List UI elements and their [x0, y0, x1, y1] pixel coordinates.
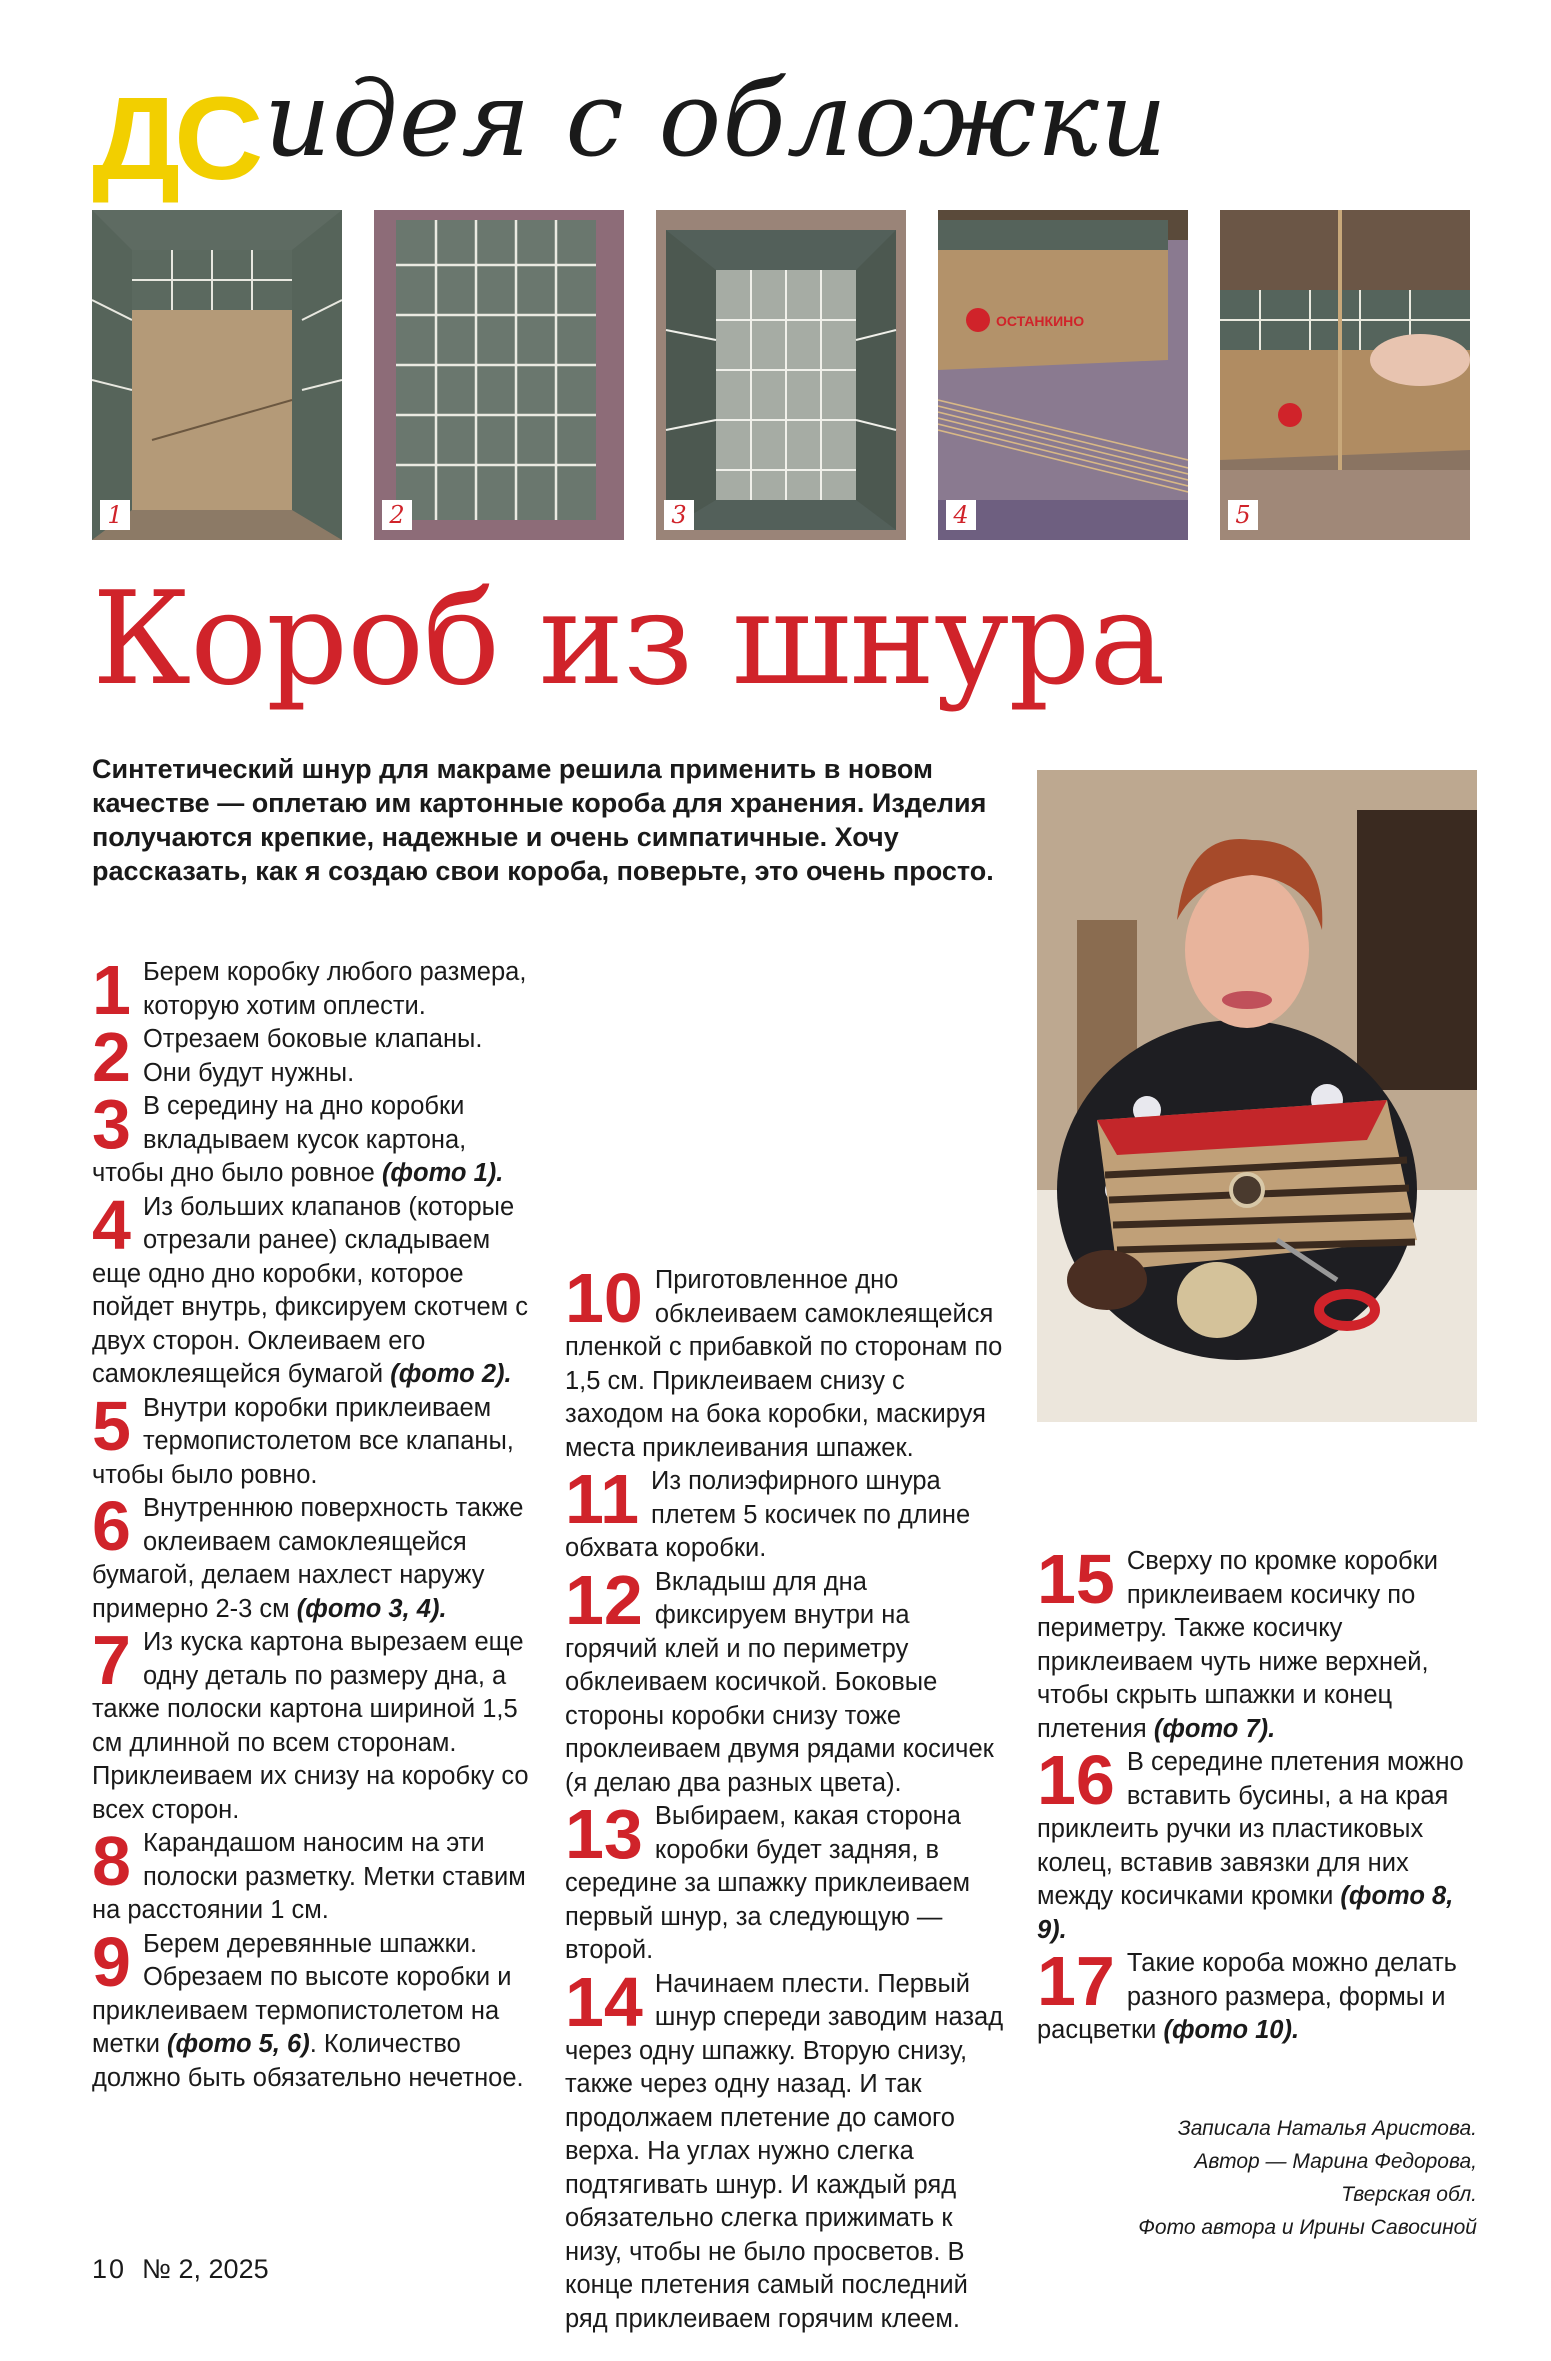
step-number: 3 — [92, 1085, 131, 1163]
page-header — [92, 58, 1492, 205]
step-text: Вкладыш для дна фиксируем внутри на горячий клей и по периметру обклеиваем косичкой. Боковые стороны коробки снизу тоже проклеиваем двумя рядами косичек (я делаю два разных цвета). — [565, 1567, 994, 1797]
step-text: Внутри коробки приклеиваем термопистолетом все клапаны, чтобы было ровно. — [92, 1393, 514, 1489]
step-9 — [92, 1922, 532, 2096]
photo-number: 1 — [100, 500, 130, 530]
credit-line: Фото автора и Ирины Савосиной — [1138, 2216, 1477, 2239]
step-number: 16 — [1037, 1741, 1115, 1819]
step-text: Из куска картона вырезаем еще одну деталь по размеру дна, а также полоски картона шириной 1,5 см длинной по всем сторонам. Приклеиваем их снизу на коробку со всех сторон. — [92, 1628, 529, 1824]
step-number: 8 — [92, 1822, 131, 1900]
step-photo-1 — [92, 210, 342, 540]
credit-line: Тверская обл. — [1341, 2183, 1477, 2206]
step-number: 17 — [1037, 1942, 1115, 2020]
step-number: 9 — [92, 1922, 131, 2001]
step-text: В середину на дно коробки вкладываем кусок картона, чтобы дно было ровное — [92, 1092, 467, 1187]
step-14 — [565, 1962, 1005, 2337]
body-column-3 — [1037, 1540, 1477, 2048]
photo-reference: (фото 2). — [390, 1360, 512, 1388]
step-photo-5 — [1220, 210, 1470, 540]
step-number: 6 — [92, 1487, 131, 1565]
step-5 — [92, 1386, 532, 1493]
photo-number: 4 — [946, 500, 976, 530]
step-15 — [1037, 1540, 1477, 1746]
step-text: Из больших клапанов (которые отрезали ранее) складываем еще одно дно коробки, которое пойдет внутрь, фиксируем скотчем с двух сторон. Оклеиваем его самоклеящейся бумагой — [92, 1192, 529, 1388]
step-6 — [92, 1487, 532, 1626]
rubric-title: идея с обложки — [264, 58, 1168, 180]
photo-number: 3 — [664, 500, 694, 530]
magazine-logo: ДС — [92, 73, 258, 205]
step-11 — [565, 1460, 1005, 1566]
step-photo-2 — [374, 210, 624, 540]
photo-reference: (фото 7). — [1153, 1714, 1276, 1743]
step-number: 4 — [92, 1185, 131, 1264]
step-16 — [1037, 1741, 1477, 1947]
photo-reference: (фото 10). — [1163, 2016, 1300, 2044]
step-number: 11 — [565, 1460, 639, 1538]
photo-reference: (фото 3, 4). — [296, 1594, 447, 1623]
step-number: 5 — [92, 1386, 131, 1465]
page-number: 10 — [92, 2254, 127, 2284]
article-title: Короб из шнура — [92, 565, 1165, 714]
credit-line: Записала Наталья Аристова. — [1177, 2117, 1477, 2140]
step-number: 7 — [92, 1621, 131, 1699]
body-column-1 — [92, 951, 532, 2095]
credit-line: Автор — Марина Федорова, — [1194, 2150, 1477, 2173]
step-number: 14 — [565, 1962, 643, 2041]
photo-reference: (фото 8, 9). — [1037, 1882, 1454, 1944]
step-10 — [565, 1259, 1005, 1465]
step-text-continued: . Количество должно быть обязательно нечетное. — [92, 2030, 524, 2092]
step-number: 10 — [565, 1259, 643, 1337]
step-photo-4 — [938, 210, 1188, 540]
page-folio — [92, 2254, 269, 2285]
photo-number: 5 — [1228, 500, 1258, 530]
step-number: 15 — [1037, 1540, 1115, 1618]
step-13 — [565, 1795, 1005, 1968]
step-2 — [92, 1018, 532, 1096]
step-text: В середине плетения можно вставить бусины, а на края приклеить ручки из пластиковых колец, вставив завязки для них между косичками кромки — [1037, 1748, 1464, 1910]
step-text: Сверху по кромке коробки приклеиваем косичку по периметру. Также косичку приклеиваем чуть ниже верхней, чтобы скрыть шпажки и конец плетения — [1037, 1547, 1439, 1743]
step-1 — [92, 951, 532, 1029]
step-photo-3 — [656, 210, 906, 540]
step-number: 2 — [92, 1018, 131, 1096]
step-3 — [92, 1085, 532, 1191]
step-8 — [92, 1822, 532, 1928]
step-12 — [565, 1560, 1005, 1801]
step-text: Внутреннюю поверхность также оклеиваем самоклеящейся бумагой, делаем нахлест наружу примерно 2-3 см — [92, 1494, 524, 1623]
photo-reference: (фото 5, 6) — [167, 2030, 310, 2058]
step-text: Карандашом наносим на эти полоски разметку. Метки ставим на расстоянии 1 см. — [92, 1829, 526, 1924]
box-label: ОСТАНКИНО — [996, 313, 1085, 329]
step-number: 12 — [565, 1560, 643, 1639]
step-4 — [92, 1185, 532, 1392]
credits — [1037, 2112, 1477, 2244]
step-text: Берем коробку любого размера, которую хотим оплести. — [142, 958, 527, 1020]
step-number: 13 — [565, 1795, 643, 1873]
step-17 — [1037, 1942, 1477, 2048]
step-number: 1 — [92, 951, 131, 1029]
step-text: Приготовленное дно обклеиваем самоклеящейся пленкой с прибавкой по сторонам по 1,5 см. Приклеиваем снизу с заходом на бока коробки, маскируя места приклеивания шпажек. — [565, 1266, 1003, 1462]
step-text: Из полиэфирного шнура плетем 5 косичек по длине обхвата коробки. — [565, 1467, 971, 1562]
photo-reference: (фото 1). — [381, 1159, 504, 1187]
step-text: Берем деревянные шпажки. Обрезаем по высоте коробки и приклеиваем термопистолетом на метки — [92, 1929, 512, 2058]
body-column-2 — [565, 1259, 1005, 2336]
issue-number: № 2, 2025 — [142, 2254, 269, 2284]
author-photo — [1037, 770, 1477, 1422]
step-text: Такие короба можно делать разного размера, формы и расцветки — [1037, 1949, 1457, 2044]
step-text: Выбираем, какая сторона коробки будет задняя, в середине за шпажку приклеиваем первый шнур, за следующую — второй. — [565, 1802, 971, 1964]
step-text: Начинаем плести. Первый шнур спереди заводим назад через одну шпажку. Вторую снизу, также через одну назад. И так продолжаем плетение до самого верха. На углах нужно слегка подтягивать шнур. И каждый ряд обязательно слегка прижимать к низу, чтобы не было просветов. В конце плетения самый последний ряд приклеиваем горячим клеем. — [565, 1969, 1004, 2333]
step-7 — [92, 1621, 532, 1827]
step-text: Отрезаем боковые клапаны. Они будут нужны. — [142, 1025, 483, 1087]
lead-paragraph: Синтетический шнур для макраме решила применить в новом качестве — оплетаю им картонные короба для хранения. Изделия получаются крепкие, надежные и очень симпатичные. Хочу рассказать, как я создаю свои короба, поверьте, это очень просто. — [92, 754, 994, 886]
photo-number: 2 — [382, 500, 412, 530]
